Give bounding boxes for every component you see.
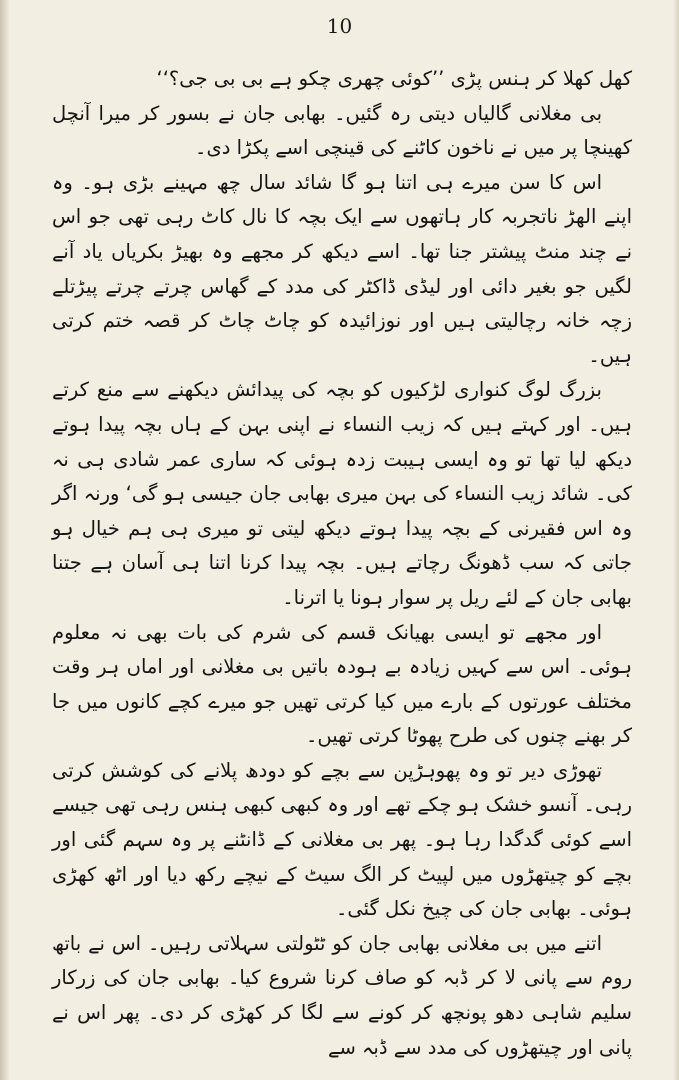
text-body [52,62,632,1065]
text-line: کہیں زیادہ بے ہودہ باتیں بی مغلانی اور اماں ہر وقت مختلف عورتوں کے بارے میں [52,655,633,713]
text-line: کونے سے لگا کر کھڑی کر دی۔ پھر اس نے پانی اور چیتھڑوں کی مدد سے ڈبہ سے [52,1001,632,1059]
text-line: پانی لا کر ڈبہ کو صاف کرنا شروع کیا۔ بھابی جان کی زرکار سلیم شاہی دھو پونچھ کر [52,966,632,1025]
text-line: اتنے میں بی مغلانی بھابی جان کو ٹٹولتی سہلاتی رہیں۔ اس نے باتھ روم سے [52,931,632,990]
page-number: 10 [326,14,353,38]
paragraph [52,927,632,1065]
scan-edge-left [0,0,10,1080]
text-line: ہیبت زدہ ہوئی کہ ساری عمر شادی ہی نہ کی۔ شائد زیب النساء کی بہن میری بھابی [52,447,632,506]
text-line: بی مغلانی گالیاں دیتی رہ گئیں۔ بھابی جان نے بسور کر میرا آنچل کھینچا پر میں [52,101,632,160]
text-line: ہو چکے تھے اور وہ کبھی کبھی ہنس رہی تھی جیسے اسے کوئی گدگدا رہا ہو۔ پھر بی مغلانی [52,793,632,852]
text-line: کے گھاس چرتے چرتے پیڑتلے زچہ خانہ رچالیتی ہیں اور نوزائیدہ کو چاٹ چاٹ کر [52,274,632,333]
paragraph [52,62,632,97]
text-line: ناتجربہ کار ہاتھوں سے ایک بچہ کا نال کاٹ رہی تھی جو اس نے چند منٹ پیشتر جنا [52,205,633,263]
paragraph [52,373,632,615]
paragraph [52,97,632,166]
text-line: کھل کھلا کر ہنس پڑی ’’کوئی چھری چکو ہے بی بی جی؟‘‘ [156,67,632,90]
text-line: اور اٹھ کھڑی ہوئی۔ بھابی جان کی چیخ نکل گئی۔ [52,862,632,921]
text-line: بزرگ لوگ کنواری لڑکیوں کو بچہ کی پیدائش دیکھنے سے منع کرتے ہیں۔ اور [52,378,632,436]
paragraph [52,754,632,927]
text-line: قصہ ختم کرتی ہیں۔ [52,309,632,367]
text-line: تھا۔ اسے دیکھ کر مجھے وہ بھیڑ بکریاں یاد آنے لگیں جو بغیر دائی اور لیڈی ڈاکٹر کی مدد [52,239,632,298]
text-line: اس کا سن میرے ہی اتنا ہو گا شائد سال چھ مہینے بڑی ہو۔ وہ اپنے الھڑ [52,170,632,229]
text-line: کہتے ہیں کہ زیب النساء نے اپنی بہن کے ہاں بچہ پیدا ہوتے دیکھ لیا تھا تو وہ ایسی [52,412,632,471]
scan-edge-right [673,0,679,1080]
paragraph [52,616,632,754]
text-line: تھوڑی دیر تو وہ پھوہڑپن سے بچے کو دودھ پلانے کی کوشش کرتی رہی۔ آنسو خشک [52,758,632,817]
text-line: کیا کرتی تھیں جو میرے کچے کانوں میں جا کر بھنے چنوں کی طرح پھوٹا کرتی تھیں۔ [52,689,632,748]
text-line: نے ناخون کاٹنے کی قینچی اسے پکڑا دی۔ [195,136,518,160]
paragraph [52,166,632,374]
text-line: کے ڈانٹنے پر وہ سہم گئی اور بچے کو چیتھڑوں میں لپیٹ کر الگ سیٹ کے نیچے رکھ دیا [52,828,633,886]
text-line: جان جیسی ہو گی‘ ورنہ اگر وہ اس فقیرنی کے بچہ پیدا ہوتے دیکھ لیتی تو میری ہی ہم [52,482,632,540]
text-line: اور مجھے تو ایسی بھیانک قسم کی شرم کی بات بھی نہ معلوم ہوئی۔ اس سے [52,620,632,679]
text-line: جان کے لئے ریل پر سوار ہونا یا اترنا۔ [282,585,584,609]
text-line: خیال ہو جاتی کہ سب ڈھونگ رچاتے ہیں۔ بچہ پیدا کرنا اتنا ہی آسان ہے جتنا بھابی [52,516,632,609]
